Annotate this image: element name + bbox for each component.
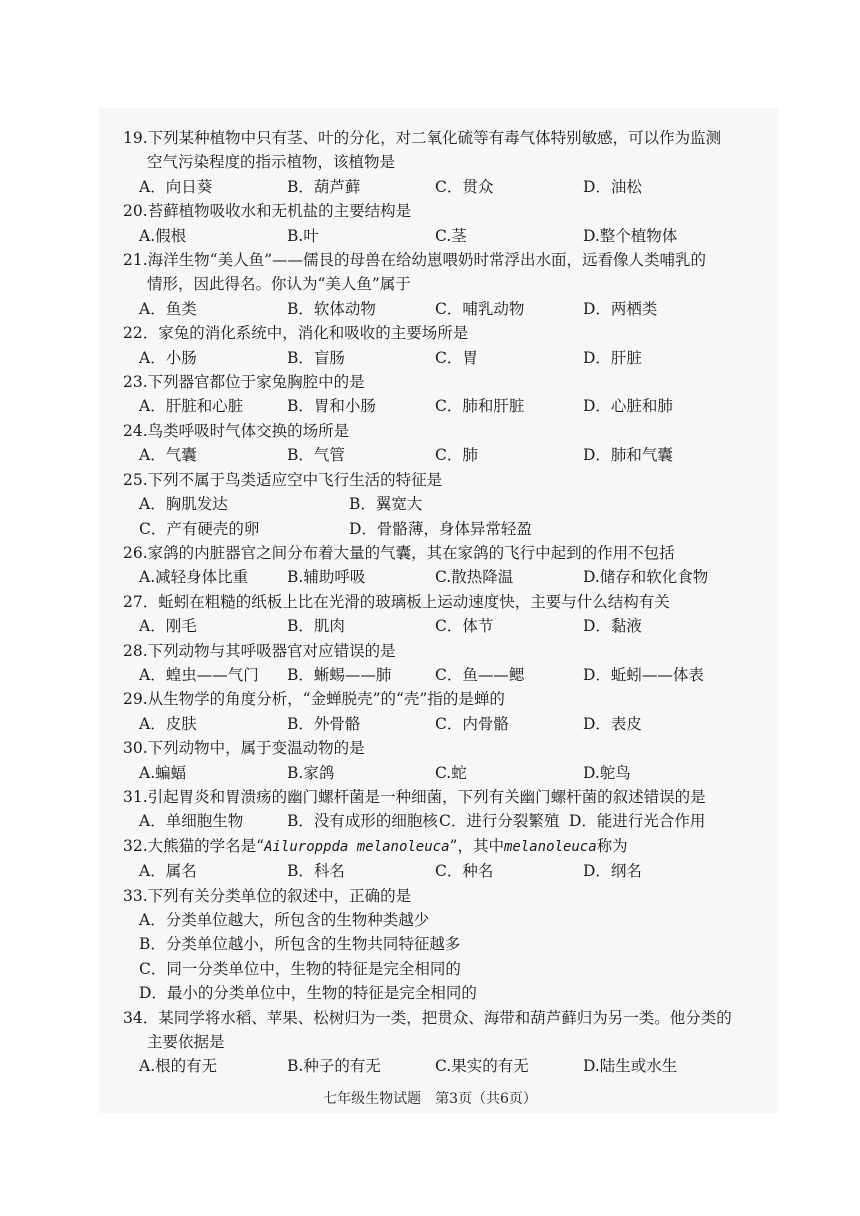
stem-text: 称为 bbox=[596, 836, 628, 855]
question-31 bbox=[123, 785, 763, 834]
option-b: B．盲肠 bbox=[287, 348, 345, 367]
stem-text: ”，其中 bbox=[449, 836, 504, 855]
option-d: D．纲名 bbox=[583, 862, 642, 881]
question-stem: 21.海洋生物“美人鱼”——儒艮的母兽在给幼崽喂奶时常浮出水面，远看像人类哺乳的 bbox=[123, 251, 707, 270]
option-c: C．鱼——鳃 bbox=[435, 665, 525, 684]
option-d: D．蚯蚓——体表 bbox=[583, 665, 704, 684]
option-a: A．分类单位越大，所包含的生物种类越少 bbox=[139, 911, 430, 929]
scientific-name: Ailuroppda melanoleuca bbox=[264, 838, 450, 855]
question-29 bbox=[123, 687, 763, 736]
option-d: D．肝脏 bbox=[583, 348, 642, 367]
option-d: D.陆生或水生 bbox=[583, 1057, 678, 1076]
question-21 bbox=[123, 248, 763, 321]
option-b: B.家鸽 bbox=[287, 763, 335, 782]
question-28 bbox=[123, 639, 763, 688]
option-a: A．单细胞生物 bbox=[139, 812, 244, 831]
option-c: C．胃 bbox=[435, 348, 478, 367]
question-stem-continued: 情形，因此得名。你认为“美人鱼”属于 bbox=[147, 275, 411, 294]
question-stem: 28.下列动物与其呼吸器官对应错误的是 bbox=[123, 641, 396, 660]
question-34 bbox=[123, 1006, 763, 1079]
option-a: A.减轻身体比重 bbox=[139, 568, 249, 587]
option-d: D．最小的分类单位中，生物的特征是完全相同的 bbox=[139, 984, 477, 1003]
question-stem: 25.下列不属于鸟类适应空中飞行生活的特征是 bbox=[123, 470, 443, 489]
question-stem: 27．蚯蚓在粗糙的纸板上比在光滑的玻璃板上运动速度快，主要与什么结构有关 bbox=[123, 592, 670, 611]
option-c: C．同一分类单位中，生物的特征是完全相同的 bbox=[139, 959, 461, 978]
option-d: D．能进行光合作用 bbox=[569, 812, 706, 831]
option-a: A．向日葵 bbox=[139, 177, 213, 196]
question-26 bbox=[123, 541, 763, 590]
question-stem: 23.下列器官都位于家兔胸腔中的是 bbox=[123, 373, 365, 392]
option-a: A．属名 bbox=[139, 862, 197, 881]
option-b: B．软体动物 bbox=[287, 299, 376, 318]
option-a: A．肝脏和心脏 bbox=[139, 397, 244, 416]
option-b: B.叶 bbox=[287, 226, 319, 245]
option-b: B.辅助呼吸 bbox=[287, 568, 366, 587]
option-b: B．翼宽大 bbox=[349, 495, 423, 514]
option-d: D.储存和软化食物 bbox=[583, 568, 709, 587]
option-d: D．黏液 bbox=[583, 617, 642, 636]
question-25 bbox=[123, 468, 763, 541]
option-b: B.种子的有无 bbox=[287, 1057, 381, 1076]
question-stem: 22．家兔的消化系统中，消化和吸收的主要场所是 bbox=[123, 324, 469, 343]
question-24 bbox=[123, 419, 763, 468]
question-23 bbox=[123, 370, 763, 419]
option-b: B．没有成形的细胞核 bbox=[287, 812, 438, 831]
option-c: C．哺乳动物 bbox=[435, 299, 525, 318]
option-c: C.果实的有无 bbox=[435, 1057, 529, 1076]
question-stem bbox=[123, 834, 763, 859]
option-d: D．油松 bbox=[583, 177, 642, 196]
question-stem: 33.下列有关分类单位的叙述中，正确的是 bbox=[123, 886, 412, 905]
option-b: B．胃和小肠 bbox=[287, 397, 376, 416]
option-a: A．蝗虫——气门 bbox=[139, 665, 259, 684]
option-d: D．心脏和肺 bbox=[583, 397, 673, 416]
option-c: C．进行分裂繁殖 bbox=[439, 812, 560, 831]
question-stem: 31.引起胃炎和胃溃疡的幽门螺杆菌是一种细菌，下列有关幽门螺杆菌的叙述错误的是 bbox=[123, 787, 706, 806]
question-list bbox=[123, 126, 763, 1079]
option-b: B．分类单位越小，所包含的生物共同特征越多 bbox=[139, 935, 461, 954]
option-a: A.蝙蝠 bbox=[139, 763, 187, 782]
option-b: B．蜥蜴——肺 bbox=[287, 665, 392, 684]
option-d: D．两栖类 bbox=[583, 299, 658, 318]
option-a: A．胸肌发达 bbox=[139, 495, 228, 514]
question-22 bbox=[123, 321, 763, 370]
option-b: B．气管 bbox=[287, 446, 345, 465]
question-stem: 24.鸟类呼吸时气体交换的场所是 bbox=[123, 421, 350, 440]
option-a: A．小肠 bbox=[139, 348, 197, 367]
question-30 bbox=[123, 736, 763, 785]
page-footer: 七年级生物试题 第3页（共6页） bbox=[323, 1091, 537, 1107]
option-a: A.根的有无 bbox=[139, 1057, 218, 1076]
question-stem: 30.下列动物中，属于变温动物的是 bbox=[123, 739, 365, 758]
question-32 bbox=[123, 834, 763, 884]
option-a: A.假根 bbox=[139, 226, 187, 245]
question-33 bbox=[123, 884, 763, 1006]
option-b: B．葫芦藓 bbox=[287, 177, 361, 196]
option-c: C．肺 bbox=[435, 446, 478, 465]
option-c: C．体节 bbox=[435, 617, 494, 636]
question-stem-continued: 空气污染程度的指示植物，该植物是 bbox=[147, 153, 396, 172]
question-20 bbox=[123, 199, 763, 248]
option-c: C．产有硬壳的卵 bbox=[139, 519, 260, 538]
question-stem: 34．某同学将水稻、苹果、松树归为一类，把贯众、海带和葫芦藓归为另一类。他分类的 bbox=[123, 1008, 732, 1027]
question-stem: 19.下列某种植物中只有茎、叶的分化，对二氧化硫等有毒气体特别敏感，可以作为监测 bbox=[123, 129, 722, 147]
option-b: B．肌肉 bbox=[287, 617, 345, 636]
option-a: A．鱼类 bbox=[139, 299, 197, 318]
option-c: C．内骨骼 bbox=[435, 714, 509, 733]
question-stem: 20.苔藓植物吸收水和无机盐的主要结构是 bbox=[123, 202, 412, 221]
option-c: C.茎 bbox=[435, 226, 467, 245]
option-d: D．肺和气囊 bbox=[583, 446, 673, 465]
option-a: A．气囊 bbox=[139, 446, 197, 465]
question-stem: 26.家鸽的内脏器官之间分布着大量的气囊，其在家鸽的飞行中起到的作用不包括 bbox=[123, 543, 675, 562]
question-stem-continued: 主要依据是 bbox=[147, 1033, 225, 1052]
option-c: C.散热降温 bbox=[435, 568, 514, 587]
question-stem: 29.从生物学的角度分析，“金蝉脱壳”的“壳”指的是蝉的 bbox=[123, 690, 505, 709]
option-b: B．外骨骼 bbox=[287, 714, 361, 733]
option-c: C．肺和肝脏 bbox=[435, 397, 525, 416]
option-a: A．刚毛 bbox=[139, 617, 197, 636]
option-d: D.整个植物体 bbox=[583, 226, 678, 245]
option-c: C．种名 bbox=[435, 862, 494, 881]
option-d: D．骨骼薄，身体异常轻盈 bbox=[349, 519, 532, 538]
option-b: B．科名 bbox=[287, 862, 345, 881]
option-a: A．皮肤 bbox=[139, 714, 197, 733]
option-d: D．表皮 bbox=[583, 714, 642, 733]
option-d: D.鸵鸟 bbox=[583, 763, 631, 782]
question-27 bbox=[123, 590, 763, 639]
option-c: C.蛇 bbox=[435, 763, 467, 782]
stem-text: 32.大熊猫的学名是“ bbox=[123, 836, 265, 855]
species-epithet: melanoleuca bbox=[503, 838, 597, 855]
option-c: C．贯众 bbox=[435, 177, 494, 196]
question-19 bbox=[123, 126, 763, 199]
